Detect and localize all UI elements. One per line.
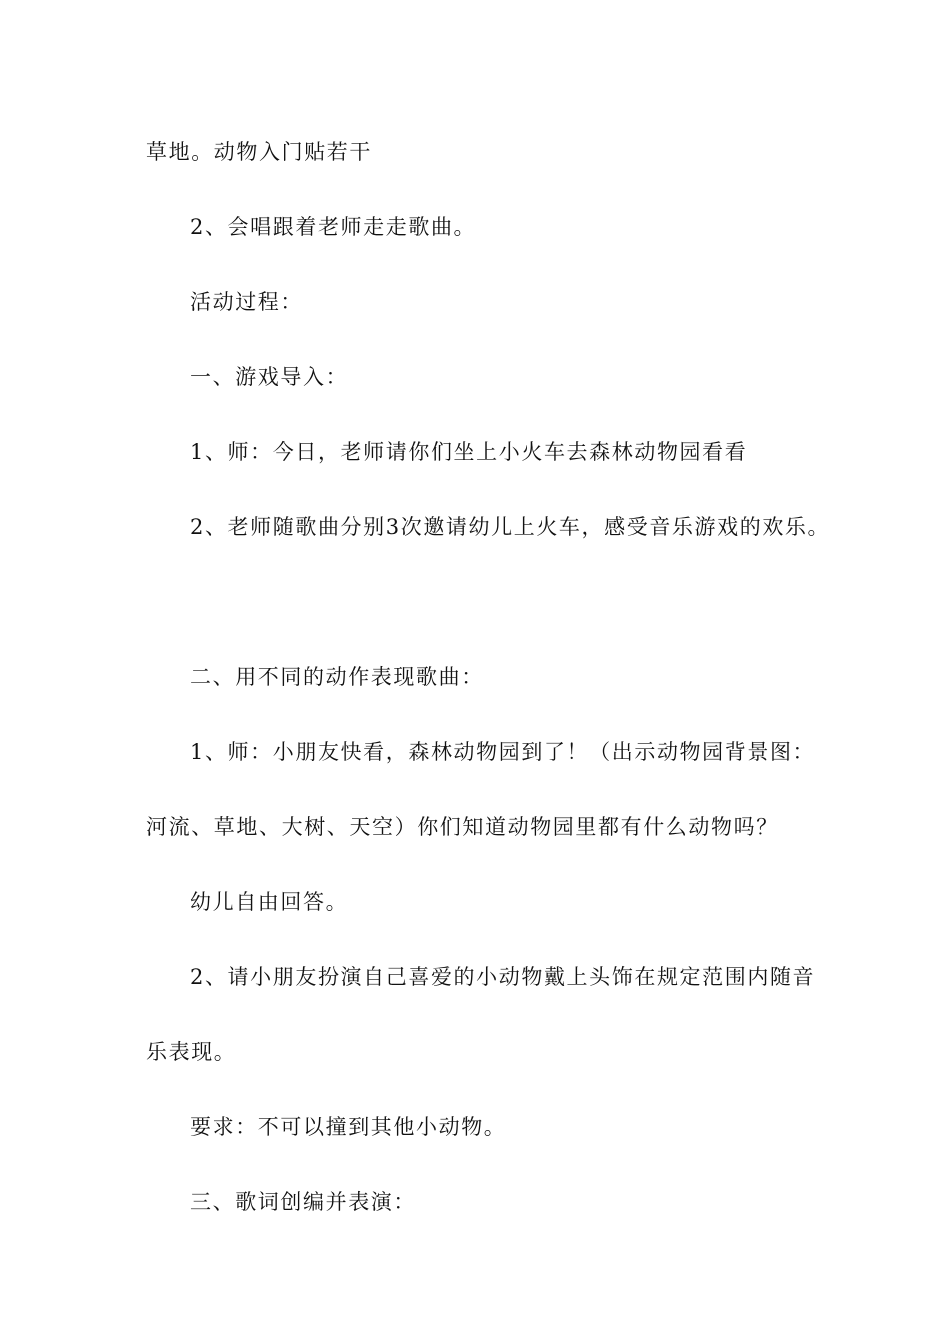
heading-section-1: 一、游戏导入： (190, 365, 349, 389)
text-line-1-2: 2、老师随歌曲分别3次邀请幼儿上火车，感受音乐游戏的欢乐。 (190, 515, 831, 539)
heading-section-2: 二、用不同的动作表现歌曲： (190, 665, 484, 689)
text-line-2-1b: 河流、草地、大树、天空）你们知道动物园里都有什么动物吗？ (146, 815, 779, 839)
text-line-materials: 草地。动物入门贴若干 (146, 140, 372, 164)
heading-section-3: 三、歌词创编并表演： (190, 1190, 416, 1214)
heading-activity-process: 活动过程： (190, 290, 303, 314)
text-line-goal-2: 2、会唱跟着老师走走歌曲。 (190, 215, 477, 239)
text-line-1-1: 1、师：今日，老师请你们坐上小火车去森林动物园看看 (190, 440, 748, 464)
text-line-2-2a: 2、请小朋友扮演自己喜爱的小动物戴上头饰在规定范围内随音 (190, 965, 816, 989)
text-line-2-1a: 1、师：小朋友快看，森林动物园到了！（出示动物园背景图： (190, 740, 816, 764)
text-line-requirement: 要求：不可以撞到其他小动物。 (190, 1115, 507, 1139)
text-line-answer: 幼儿自由回答。 (190, 890, 349, 914)
text-line-2-2b: 乐表现。 (146, 1040, 237, 1064)
